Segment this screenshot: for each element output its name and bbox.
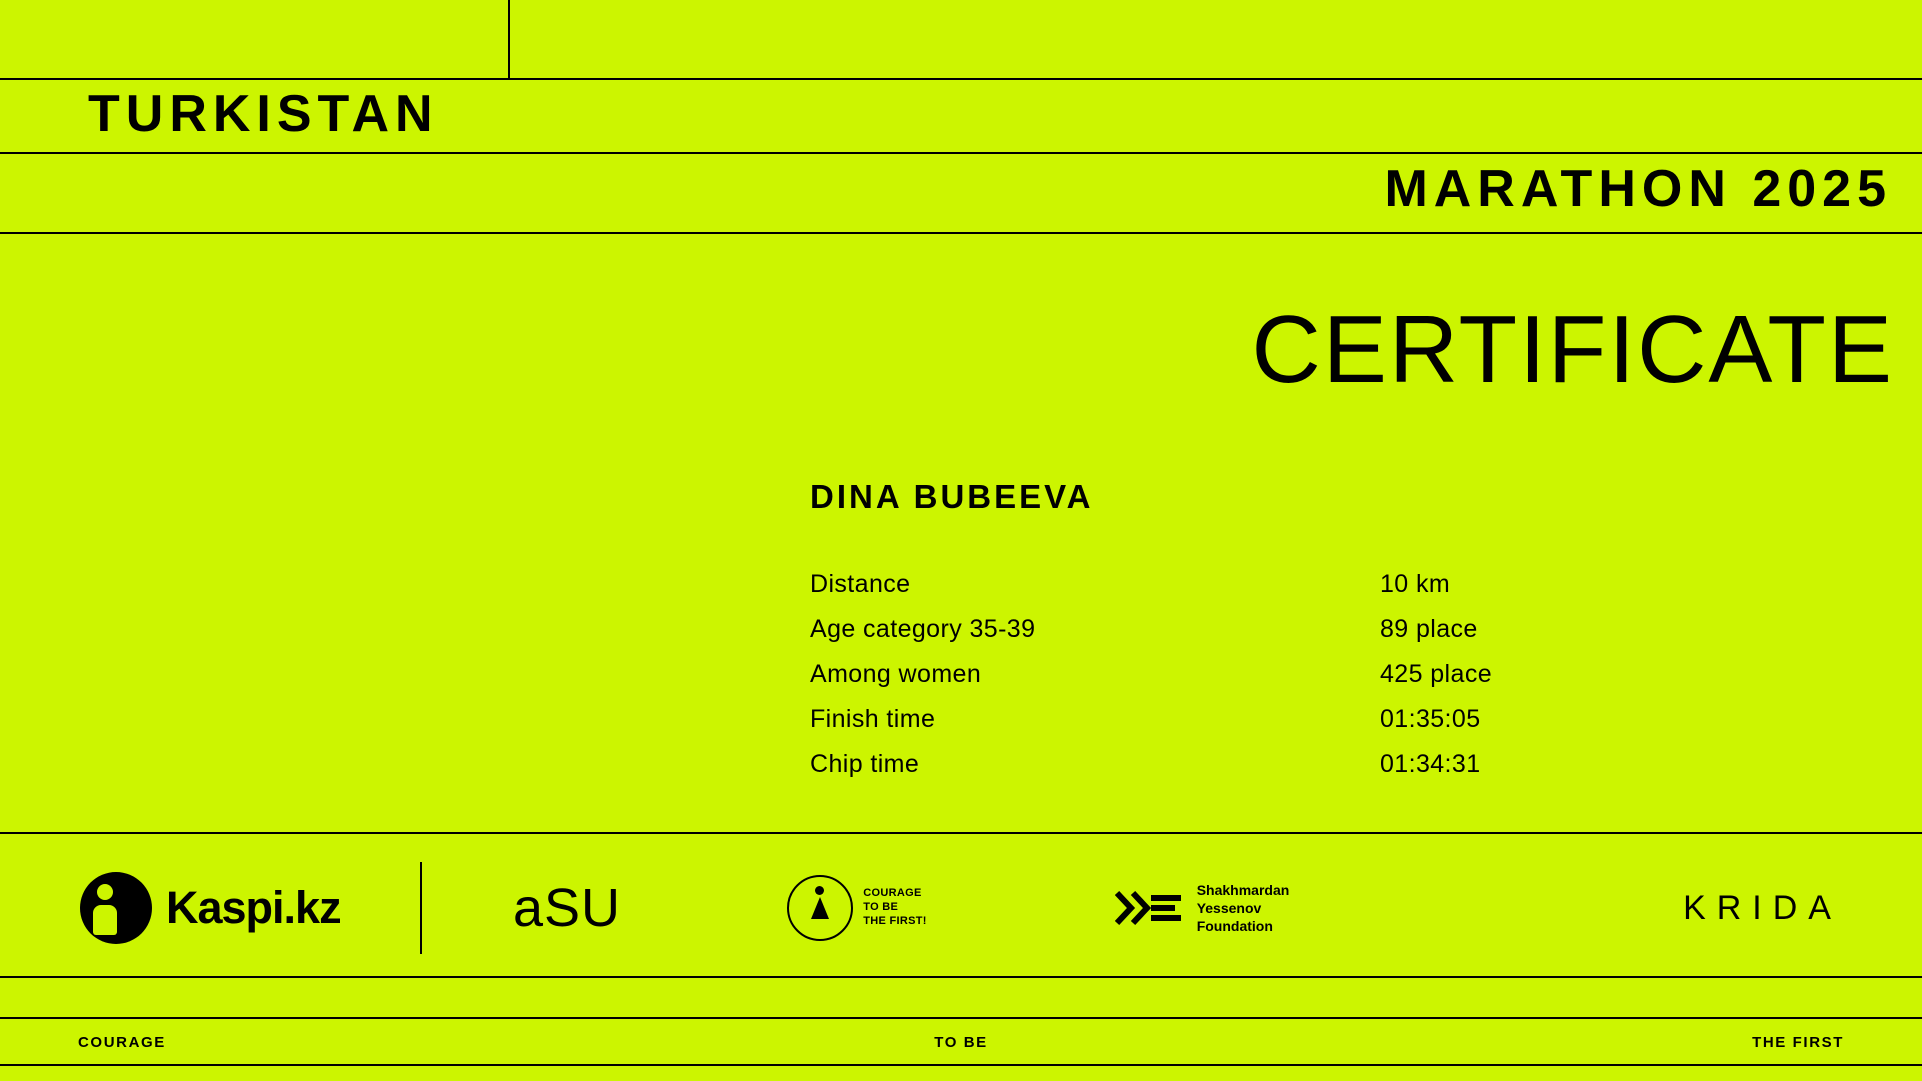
result-label: Age category 35-39 xyxy=(810,615,1036,643)
result-value: 01:34:31 xyxy=(1380,750,1481,778)
result-value: 10 km xyxy=(1380,570,1451,598)
divider-strip-top xyxy=(0,1017,1922,1019)
footer-strip xyxy=(0,1020,1922,1064)
divider-vertical-top xyxy=(508,0,510,78)
table-row xyxy=(810,750,1600,779)
sponsor-krida-label: KRIDA xyxy=(1683,888,1842,927)
kaspi-logo-icon xyxy=(80,872,152,944)
courage-line1: COURAGE xyxy=(863,887,922,900)
result-label: Finish time xyxy=(810,705,936,733)
sponsor-yessenov-foundation xyxy=(1002,842,1402,974)
table-row xyxy=(810,615,1600,644)
divider-header-mid xyxy=(0,152,1922,154)
sponsor-courage-fund xyxy=(712,842,1002,974)
divider-sponsors-top xyxy=(0,832,1922,834)
table-row xyxy=(810,705,1600,734)
result-label: Chip time xyxy=(810,750,920,778)
footer-strip-center: TO BE xyxy=(934,1033,988,1051)
divider-sponsors-bottom xyxy=(0,976,1922,978)
divider-header-end xyxy=(0,232,1922,234)
sponsor-kaspi-label: Kaspi.kz xyxy=(166,882,341,933)
footer-strip-left: COURAGE xyxy=(78,1033,166,1051)
result-value: 425 place xyxy=(1380,660,1493,688)
athlete-name: DINA BUBEEVA xyxy=(810,478,1094,515)
result-value: 01:35:05 xyxy=(1380,705,1481,733)
yessenov-logo-icon xyxy=(1115,887,1185,929)
footer-strip-right: THE FIRST xyxy=(1752,1033,1844,1051)
courage-line3: THE FIRST! xyxy=(863,914,927,927)
result-label: Among women xyxy=(810,660,982,688)
sponsor-kaspi xyxy=(0,842,420,974)
divider-bottom xyxy=(0,1064,1922,1066)
sponsor-bar xyxy=(0,842,1922,974)
table-row xyxy=(810,570,1600,599)
sponsor-krida xyxy=(1402,842,1922,974)
event-city: TURKISTAN xyxy=(88,85,439,143)
yessenov-line2: Yessenov xyxy=(1196,899,1262,916)
results-table xyxy=(810,570,1600,795)
sponsor-asu-label: aSU xyxy=(512,878,622,938)
page-title: CERTIFICATE xyxy=(1251,296,1894,403)
sponsor-asu xyxy=(422,842,712,974)
yessenov-line3: Foundation xyxy=(1196,918,1273,935)
courage-line2: TO BE xyxy=(863,901,899,914)
table-row xyxy=(810,660,1600,689)
yessenov-line1: Shakhmardan xyxy=(1196,881,1290,898)
result-value: 89 place xyxy=(1380,615,1478,643)
divider-top xyxy=(0,78,1922,80)
result-label: Distance xyxy=(810,570,911,598)
event-name: MARATHON 2025 xyxy=(1384,160,1892,218)
courage-fund-icon xyxy=(787,875,853,941)
